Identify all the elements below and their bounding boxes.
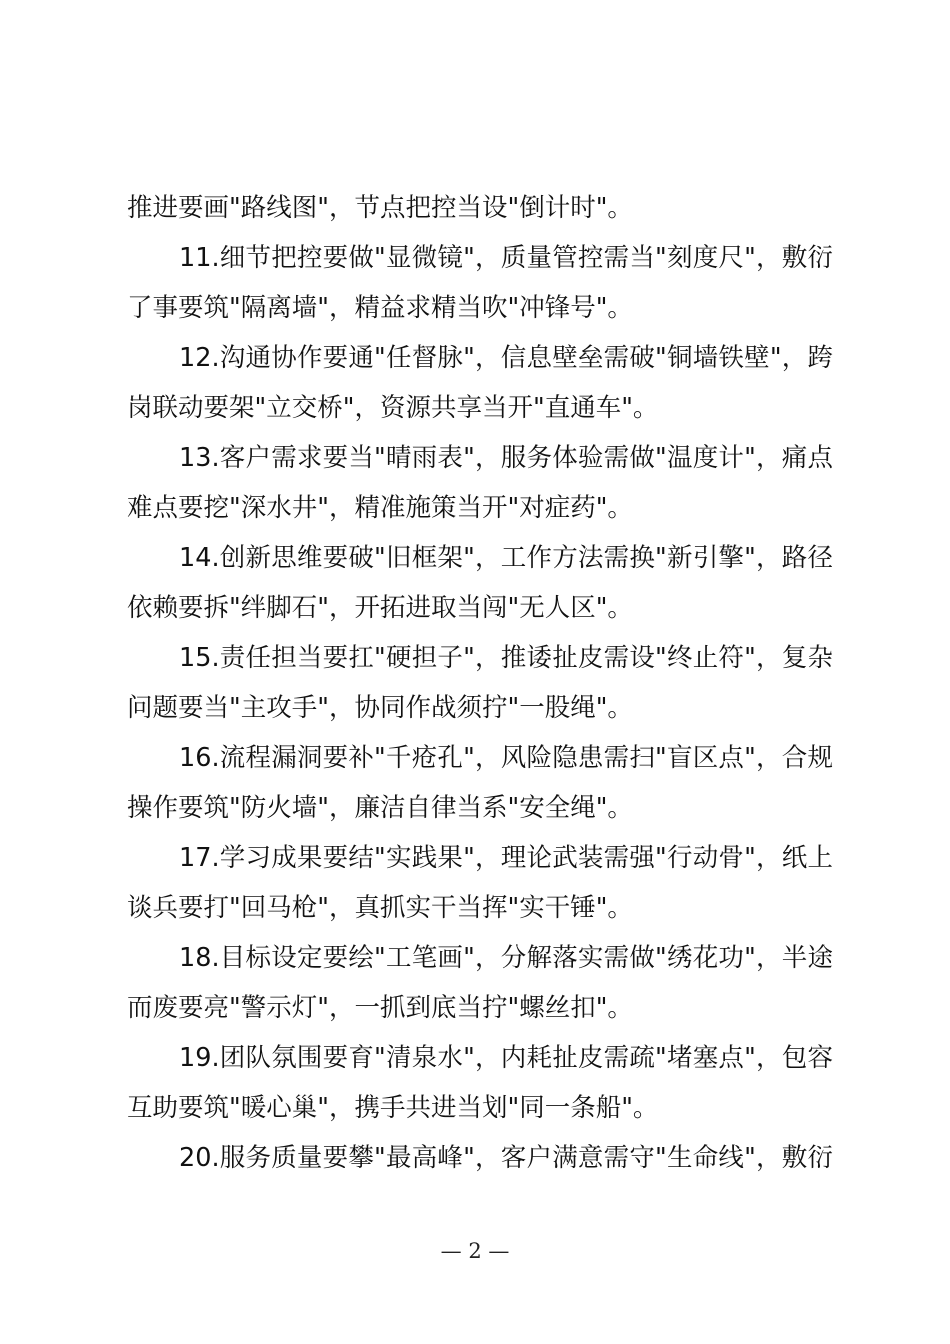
text-line: 互助要筑"暖心巢"，携手共进当划"同一条船"。	[127, 1093, 659, 1123]
text-line: 而废要亮"警示灯"，一抓到底当拧"螺丝扣"。	[127, 993, 633, 1023]
text-line: 操作要筑"防火墙"，廉洁自律当系"安全绳"。	[127, 793, 633, 823]
text-line: 11.细节把控要做"显微镜"，质量管控需当"刻度尺"，敷衍	[179, 243, 833, 273]
text-line: 20.服务质量要攀"最高峰"，客户满意需守"生命线"，敷衍	[179, 1143, 833, 1173]
text-line: 17.学习成果要结"实践果"，理论武装需强"行动骨"，纸上	[179, 843, 833, 873]
document-body	[127, 183, 833, 1183]
text-line: 19.团队氛围要育"清泉水"，内耗扯皮需疏"堵塞点"，包容	[179, 1043, 833, 1073]
text-line: 13.客户需求要当"晴雨表"，服务体验需做"温度计"，痛点	[179, 443, 833, 473]
text-line: 15.责任担当要扛"硬担子"，推诿扯皮需设"终止符"，复杂	[179, 643, 833, 673]
text-line: 了事要筑"隔离墙"，精益求精当吹"冲锋号"。	[127, 293, 633, 323]
page-number: — 2 —	[440, 1239, 510, 1263]
text-line: 14.创新思维要破"旧框架"，工作方法需换"新引擎"，路径	[179, 543, 833, 573]
text-line: 难点要挖"深水井"，精准施策当开"对症药"。	[127, 493, 633, 523]
text-line: 依赖要拆"绊脚石"，开拓进取当闯"无人区"。	[127, 593, 633, 623]
text-line: 16.流程漏洞要补"千疮孔"，风险隐患需扫"盲区点"，合规	[179, 743, 833, 773]
text-line: 12.沟通协作要通"任督脉"，信息壁垒需破"铜墙铁壁"，跨	[179, 343, 833, 373]
text-line: 岗联动要架"立交桥"，资源共享当开"直通车"。	[127, 393, 659, 423]
text-line: 18.目标设定要绘"工笔画"，分解落实需做"绣花功"，半途	[179, 943, 833, 973]
text-line: 问题要当"主攻手"，协同作战须拧"一股绳"。	[127, 693, 633, 723]
text-line: 谈兵要打"回马枪"，真抓实干当挥"实干锤"。	[127, 893, 633, 923]
text-line: 推进要画"路线图"，节点把控当设"倒计时"。	[127, 193, 633, 223]
